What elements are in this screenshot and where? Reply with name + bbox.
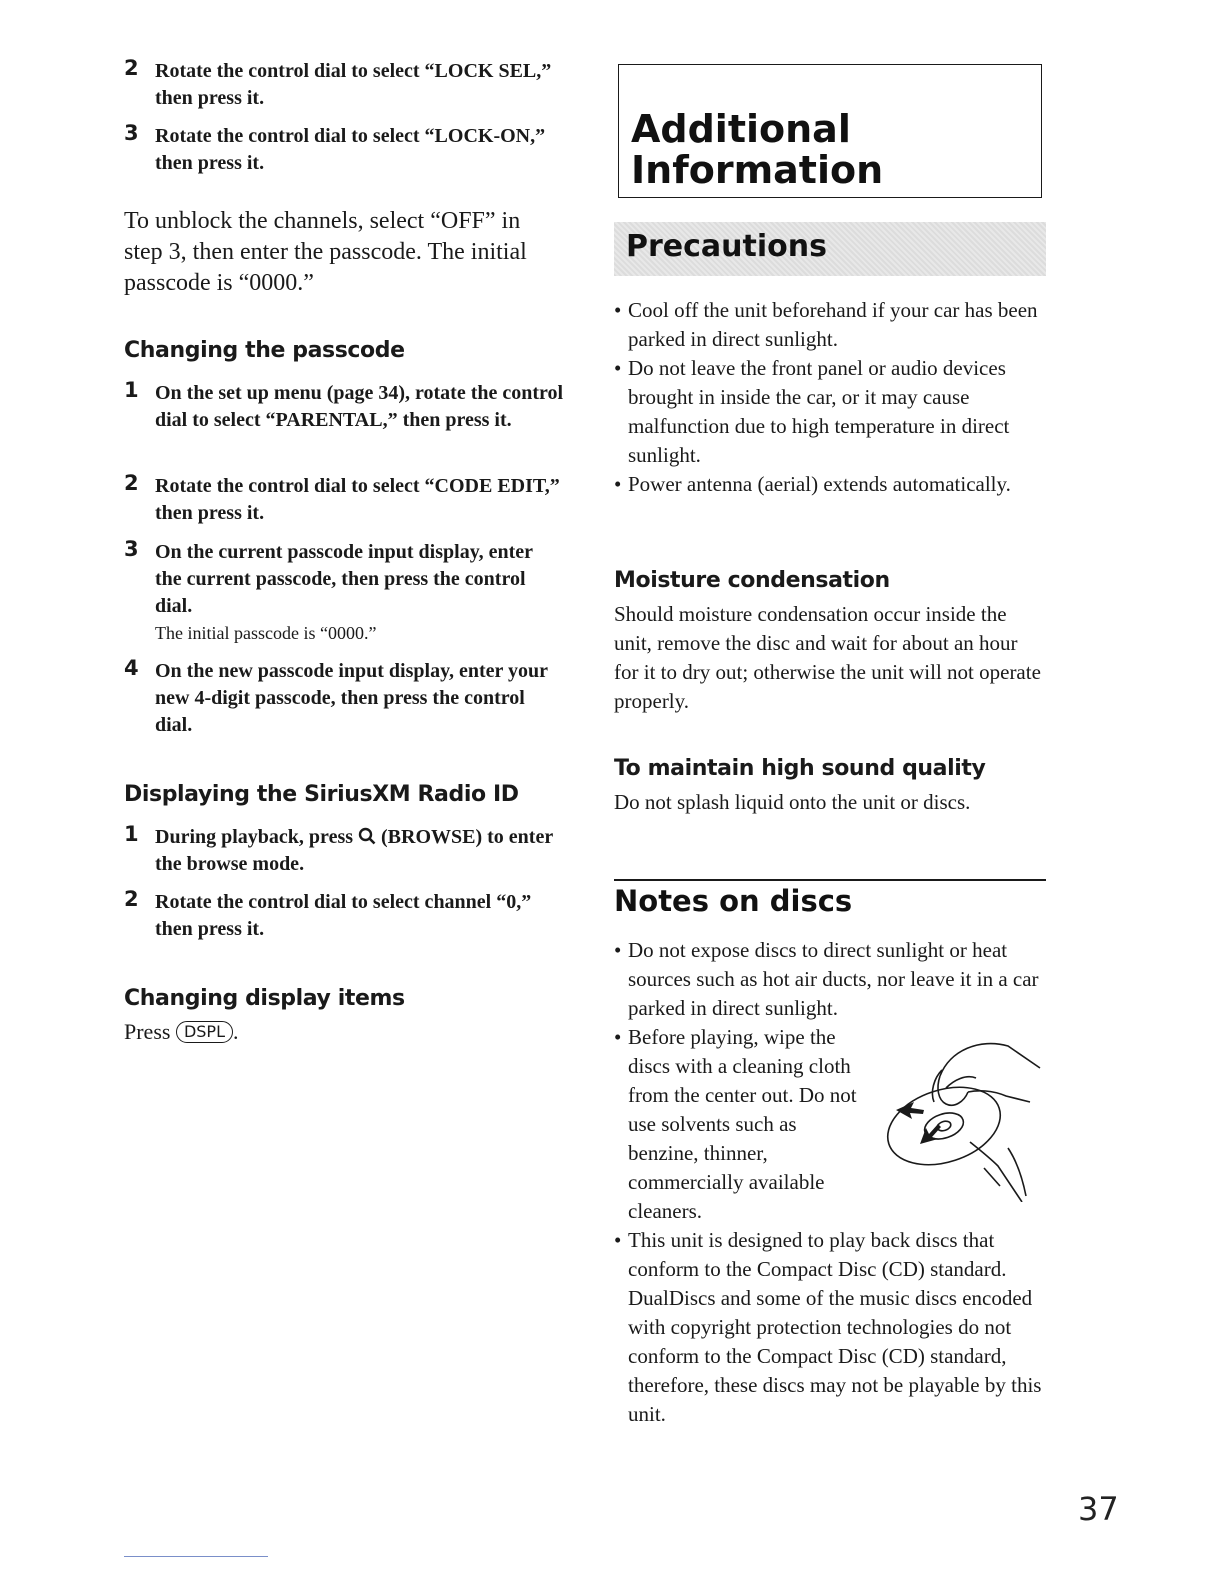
step-number: 3 [124,537,139,561]
section-title-line-2: Information [631,148,884,192]
step-lock-sel [124,58,564,112]
list-item: • Do not leave the front panel or audio devices brought in inside the car, or it may cause malfunction due to high temperature in direct sunlight. [614,354,1046,470]
moisture-heading: Moisture condensation [614,568,890,593]
passcode-step-3 [124,539,564,647]
precautions-list [614,296,1046,499]
step-number: 1 [124,822,139,846]
wipe-line: commercially available [628,1170,825,1194]
unblock-paragraph: To unblock the channels, select “OFF” in step 3, then enter the passcode. The initial passcode is “0000.” [124,208,527,296]
step-text: Rotate the control dial to select “LOCK-ON,” then press it. [155,125,546,174]
step-number: 2 [124,887,139,911]
step-number: 1 [124,378,139,402]
passcode-step-4 [124,658,564,739]
sound-quality-text: Do not splash liquid onto the unit or discs. [614,790,971,814]
step-text: On the new passcode input display, enter your new 4-digit passcode, then press the control dial. [155,660,548,736]
wipe-line: from the center out. Do not [628,1083,857,1107]
section-title-line-1: Additional [631,107,851,151]
period: . [233,1019,239,1044]
wipe-line: benzine, thinner, [628,1141,768,1165]
precautions-title: Precautions [626,229,827,264]
notes-title: Notes on discs [614,884,853,918]
radio-id-step-1 [124,824,564,878]
radio-id-step-2 [124,889,564,943]
wipe-line: cleaners. [628,1199,703,1223]
step-number: 4 [124,656,139,680]
page-number: 37 [1078,1490,1119,1528]
list-item: • Power antenna (aerial) extends automatically. [614,470,1046,499]
step-number: 2 [124,56,139,80]
step-text-before: During playback, press [155,826,354,848]
passcode-step-1 [124,380,564,434]
list-item: • Cool off the unit beforehand if your car has been parked in direct sunlight. [614,296,1046,354]
step-text: Rotate the control dial to select channel “0,” then press it. [155,891,532,940]
section-title [631,109,883,191]
sound-quality-heading: To maintain high sound quality [614,756,986,781]
wipe-line: Before playing, wipe the [628,1025,836,1049]
step-text: Rotate the control dial to select “CODE EDIT,” then press it. [155,475,560,524]
step-text [155,824,564,878]
disc-cleaning-illustration [880,1030,1050,1202]
footer-line [124,1556,268,1557]
step-text-after: (BROWSE) to enter the browse mode. [155,826,553,875]
wipe-line: discs with a cleaning cloth [628,1054,851,1078]
list-item: • This unit is designed to play back discs that conform to the Compact Disc (CD) standard. DualDiscs and some of the music discs encoded with copyright protection technologies do not conform to the Compact Disc (CD) standard, therefore, these discs may not be playable by this unit. [614,1226,1046,1429]
wipe-line: use solvents such as [628,1112,797,1136]
precautions-band [614,222,1046,276]
moisture-text: Should moisture condensation occur inside the unit, remove the disc and wait for about an hour for it to dry out; otherwise the unit will not operate properly. [614,602,1041,713]
display-items-heading: Changing display items [124,986,405,1011]
step-note: The initial passcode is “0000.” [155,623,377,643]
dspl-key: DSPL [176,1021,233,1043]
step-text: Rotate the control dial to select “LOCK SEL,” then press it. [155,60,552,109]
step-text: On the current passcode input display, enter the current passcode, then press the control dial. [155,541,533,617]
passcode-step-2 [124,473,564,527]
radio-id-heading: Displaying the SiriusXM Radio ID [124,782,519,807]
step-number: 2 [124,471,139,495]
step-lock-on [124,123,564,177]
additional-information-box [618,64,1042,198]
list-item: • Do not expose discs to direct sunlight or heat sources such as hot air ducts, nor leave it in a car parked in direct sunlight. [614,936,1046,1023]
search-icon [358,827,376,845]
display-items-text [124,1016,239,1047]
step-text: On the set up menu (page 34), rotate the control dial to select “PARENTAL,” then press it. [155,382,564,431]
changing-passcode-heading: Changing the passcode [124,338,405,363]
press-label: Press [124,1019,171,1044]
notes-divider [614,879,1046,881]
step-number: 3 [124,121,139,145]
